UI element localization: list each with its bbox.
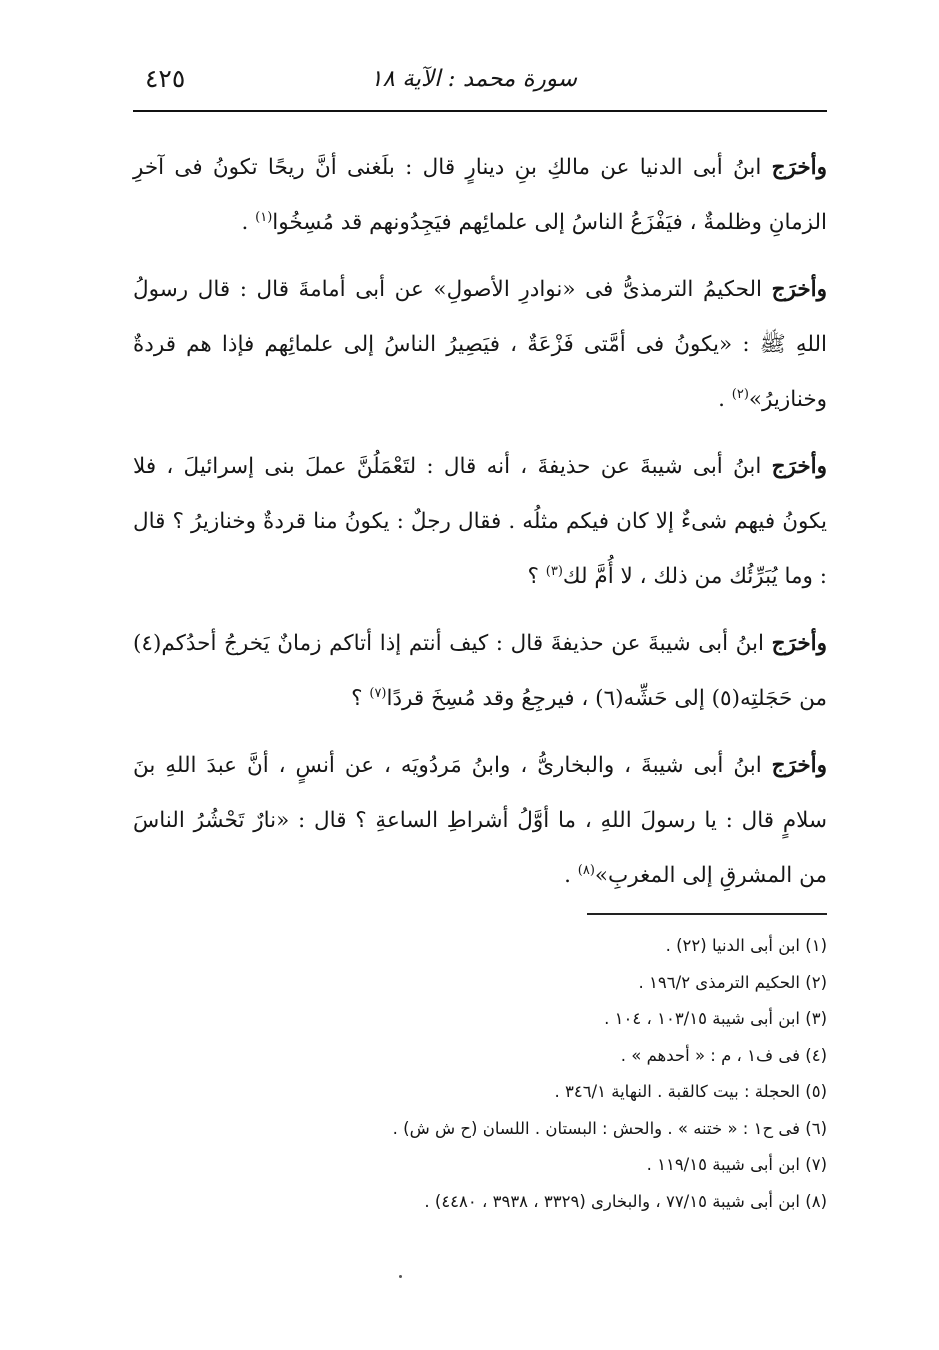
paragraph-text: ابنُ أبى شيبةَ عن حذيفةَ ، أنه قال : لتَعْمَلُنَّ عملَ بنى إسرائيلَ ، فلا يكونُ فيهم شىءٌ إلا كان فيكم مثلُه . فقال رجلٌ : يكونُ منا قردةٌ وخنازيرُ ؟ قال : وما يُبَرِّئُك من ذلك ، لا أُمَّ لك: [133, 454, 827, 589]
paragraph-3: [133, 439, 827, 604]
paragraph-text: ابنُ أبى الدنيا عن مالكِ بنِ دينارٍ قال : بلَغنى أنَّ ريحًا تكونُ فى آخرِ الزمانِ وظلمةٌ ، فيَفْزَعُ الناسُ إلى علمائِهم فيَجِدُونهم قد مُسِخُوا: [133, 155, 827, 235]
page-number: ٤٢٥: [145, 64, 186, 93]
footnote-ref: (٣): [545, 563, 563, 579]
running-title: سورة محمد : الآية ١٨: [370, 66, 577, 92]
paragraph-end: .: [718, 387, 732, 412]
footnote-8: (٨) ابن أبى شيبة ٧٧/١٥ ، والبخارى (٣٣٢٩ ، ٣٩٣٨ ، ٤٤٨٠) .: [424, 1191, 827, 1211]
paragraph-lead: وأخرَج: [771, 454, 827, 479]
paragraph-lead: وأخرَج: [771, 753, 827, 778]
paragraph-lead: وأخرَج: [771, 155, 827, 180]
paragraph-text: ابنُ أبى شيبةَ عن حذيفةَ قال : كيف أنتم إذا أتاكم زمانٌ يَخرجُ أحدُكم(٤) من حَجَلتِه(٥) إلى حَشِّه(٦) ، فيرجِعُ وقد مُسِخَ قردًا: [133, 631, 827, 711]
paragraph-2: [133, 262, 827, 427]
paragraph-end: ؟: [351, 686, 370, 711]
footnote-5: (٥) الحجلة : بيت كالقبة . النهاية ٣٤٦/١ .: [554, 1082, 827, 1101]
paragraph-lead: وأخرَج: [771, 277, 827, 302]
footnote-2: (٢) الحكيم الترمذى ١٩٦/٢ .: [638, 972, 827, 992]
page-header: [133, 58, 827, 108]
main-text: [133, 140, 827, 915]
footnote-4: (٤) فى ف١ ، م : « أحدهم » .: [620, 1045, 827, 1065]
footnote-ref: (٧): [369, 685, 387, 701]
paragraph-text: الحكيمُ الترمذىُّ فى «نوادرِ الأصولِ» عن أبى أمامةَ قال : قال رسولُ اللهِ ﷺ : «يكونُ فى أمَّتى فَزْعَةٌ ، فيَصِيرُ الناسُ إلى علمائِهم فإذا هم قردةٌ وخنازيرُ»: [133, 277, 827, 412]
paragraph-lead: وأخرَج: [771, 631, 827, 656]
paragraph-5: [133, 738, 827, 903]
paragraph-end: .: [241, 210, 256, 235]
paragraph-end: .: [564, 863, 578, 888]
paragraph-4: [133, 616, 827, 726]
paragraph-text: ابنُ أبى شيبةَ ، والبخارىُّ ، وابنُ مَردُويَه ، عن أنسٍ ، أنَّ عبدَ اللهِ بنَ سلامٍ قال : يا رسولَ اللهِ ، ما أوَّلُ أشراطِ الساعةِ ؟ قال : «نارٌ تَحْشُرُ الناسَ من المشرقِ إلى المغربِ»: [133, 753, 827, 888]
scan-speck: [399, 1275, 402, 1278]
paragraph-end: ؟: [527, 564, 546, 589]
footnotes: [133, 928, 827, 1220]
paragraph-1: [133, 140, 827, 250]
footnote-1: (١) ابن أبى الدنيا (٢٢) .: [665, 936, 827, 955]
footnote-separator: [587, 913, 827, 915]
footnote-3: (٣) ابن أبى شيبة ١٠٣/١٥ ، ١٠٤ .: [604, 1009, 827, 1028]
footnote-6: (٦) فى ح١ : « ختنه » . والحش : البستان . اللسان (ح ش ش) .: [392, 1118, 827, 1138]
footnote-7: (٧) ابن أبى شيبة ١١٩/١٥ .: [646, 1155, 827, 1174]
footnote-ref: (٨): [577, 862, 595, 878]
header-rule: [133, 110, 827, 112]
footnote-ref: (١): [255, 209, 273, 225]
footnote-ref: (٢): [731, 386, 749, 402]
